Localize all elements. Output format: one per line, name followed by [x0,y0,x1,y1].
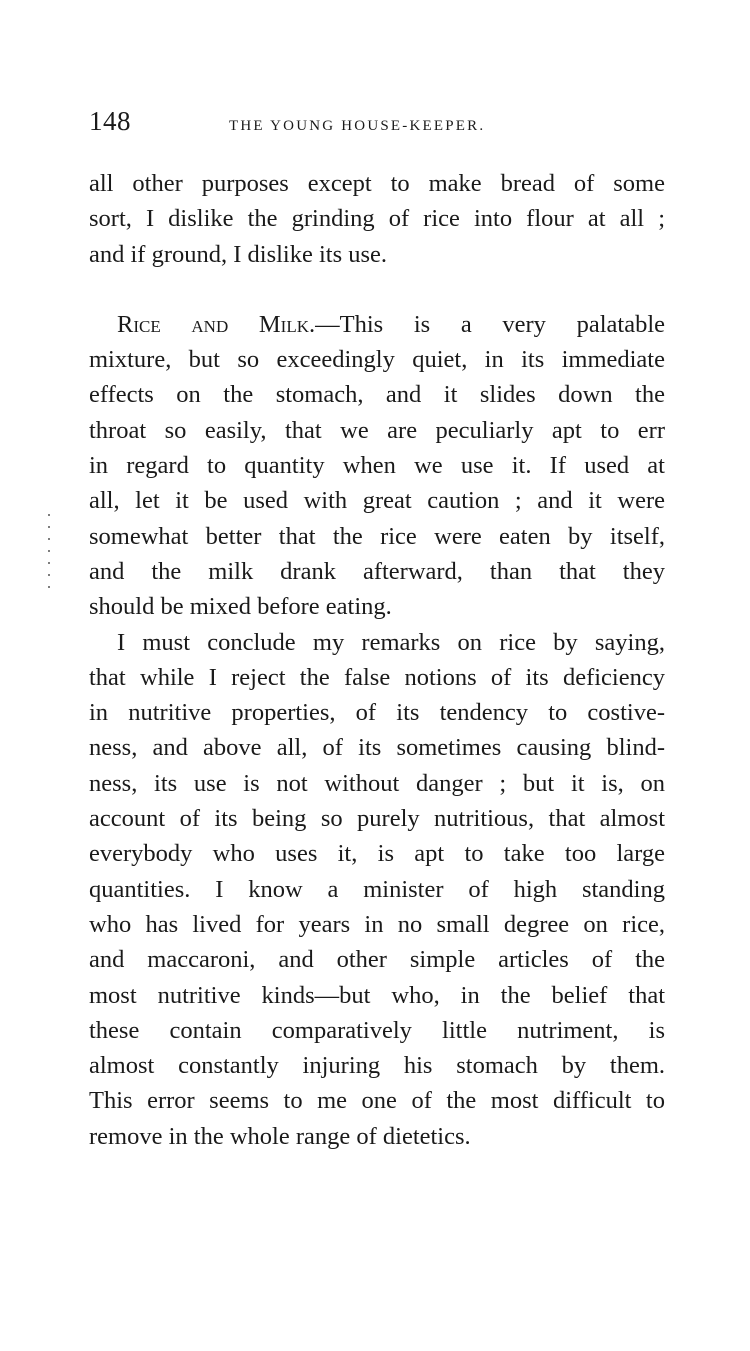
text-line: sort, I dislike the grinding of rice into flour at all ; [89,205,665,233]
margin-dots [46,514,52,604]
paragraph-continued [89,166,665,272]
text-line: most nutritive kinds—but who, in the belief that [89,981,665,1009]
text-line: in nutritive properties, of its tendency to costive- [89,699,665,727]
text-line: everybody who uses it, is apt to take too large [89,840,665,868]
body-text [89,166,665,1154]
text-line: remove in the whole range of dietetics. [89,1122,471,1150]
text-line: I must conclude my remarks on rice by saying, [117,628,665,656]
text-line: who has lived for years in no small degree on rice, [89,910,665,938]
text-line: This error seems to me one of the most difficult to [89,1087,665,1115]
text-line: account of its being so purely nutritious, that almost [89,805,665,833]
text-line: and the milk drank afterward, than that they [89,557,665,585]
paragraph-rice-and-milk [89,307,665,625]
text-line: in regard to quantity when we use it. If used at [89,452,665,480]
text-line: quantities. I know a minister of high standing [89,875,665,903]
text-line: ness, its use is not without danger ; but it is, on [89,769,665,797]
text-line: all, let it be used with great caution ; and it were [89,487,665,515]
text-line: almost constantly injuring his stomach by them. [89,1052,665,1080]
text-line: throat so easily, that we are peculiarly apt to err [89,416,665,444]
page-number: 148 [89,106,131,136]
section-heading: Rice and Milk. [117,310,316,338]
text-line: these contain comparatively little nutriment, is [89,1016,665,1044]
text-line: somewhat better that the rice were eaten by itself, [89,522,665,550]
text-line: all other purposes except to make bread of some [89,170,665,197]
paragraph-conclusion [89,625,665,1154]
text-line: ness, and above all, of its sometimes causing blind- [89,734,665,762]
page-header [89,106,669,146]
text-line: mixture, but so exceedingly quiet, in its immediate [89,346,665,374]
text-line-heading [89,307,665,342]
text-line-rest: —This is a very palatable [315,310,665,338]
text-line: that while I reject the false notions of its deficiency [89,663,665,691]
text-line: and maccaroni, and other simple articles of the [89,946,665,974]
text-line: effects on the stomach, and it slides down the [89,381,665,409]
text-line: and if ground, I dislike its use. [89,240,388,268]
text-line: should be mixed before eating. [89,593,392,621]
running-head: THE YOUNG HOUSE-KEEPER. [229,118,486,134]
